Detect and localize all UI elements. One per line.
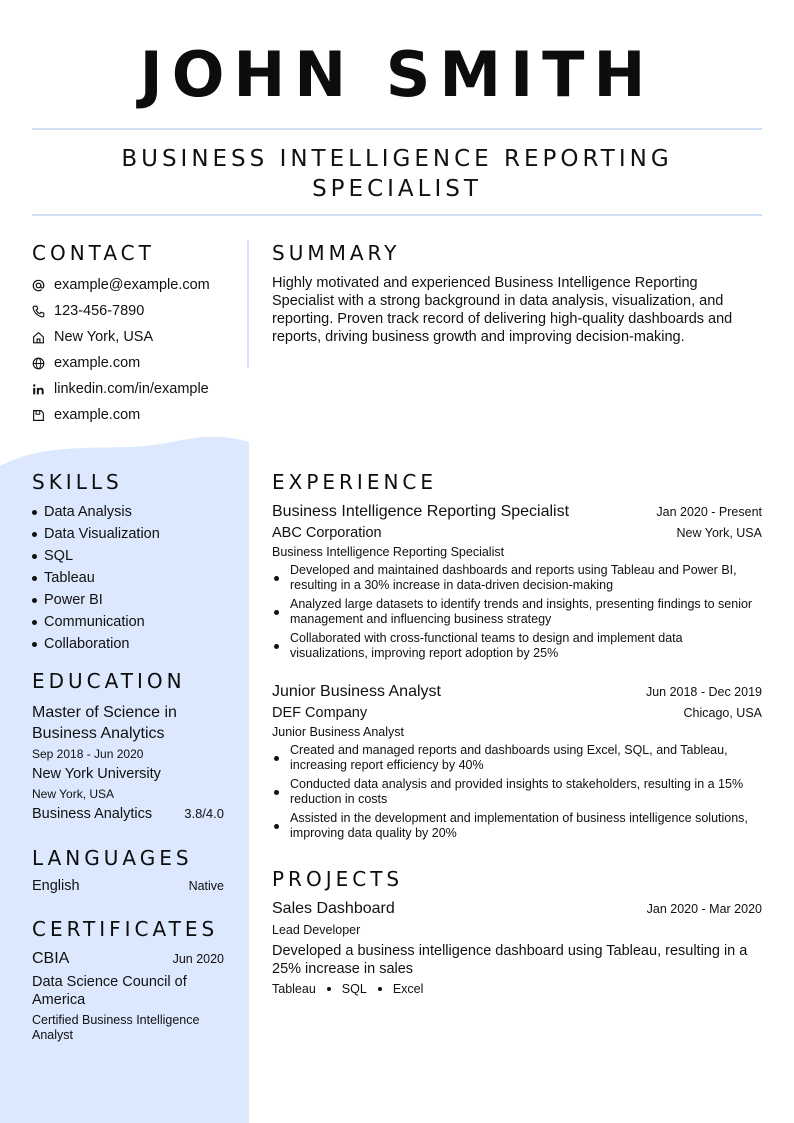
education-gpa: 3.8/4.0 <box>184 806 224 821</box>
job-location: Chicago, USA <box>683 706 762 720</box>
list-item: Collaborated with cross-functional teams to design and implement data visualizations, improving report adoption by 25% <box>272 631 762 661</box>
contact-phone-text: 123-456-7890 <box>54 303 145 319</box>
contact-list <box>32 272 242 428</box>
contact-email[interactable] <box>32 272 242 298</box>
job-subtitle: Junior Business Analyst <box>272 725 405 739</box>
education-location: New York, USA <box>32 787 115 801</box>
language-item <box>32 878 224 894</box>
list-item: Analyzed large datasets to identify trends and insights, presenting findings to senior management and influencing business strategy <box>272 597 762 627</box>
home-icon <box>32 330 54 344</box>
skills-heading: SKILLS <box>32 470 123 494</box>
header-divider-top <box>32 128 762 130</box>
contact-portfolio[interactable] <box>32 402 242 428</box>
education-school: New York University <box>32 766 161 782</box>
job-bullets <box>272 563 762 661</box>
education-field: Business Analytics <box>32 806 153 822</box>
project-role: Lead Developer <box>272 923 361 937</box>
list-item: Data Analysis <box>32 501 242 523</box>
project-tag: SQL <box>341 982 367 996</box>
header-divider-bottom <box>32 214 762 216</box>
list-item: Developed and maintained dashboards and reports using Tableau and Power BI, resulting in a 30% increase in data-driven decision-making <box>272 563 762 593</box>
job-company: DEF Company <box>272 705 368 721</box>
summary-heading: SUMMARY <box>272 241 401 265</box>
experience-heading: EXPERIENCE <box>272 470 438 494</box>
tag-separator <box>327 987 331 991</box>
education-degree: Master of Science in Business Analytics <box>32 704 177 742</box>
contact-portfolio-text: example.com <box>54 407 141 423</box>
contact-location-text: New York, USA <box>54 329 154 345</box>
language-level: Native <box>188 879 224 893</box>
list-item: Data Visualization <box>32 523 242 545</box>
contact-linkedin-text: linkedin.com/in/example <box>54 381 209 397</box>
list-item: Assisted in the development and implementation of business intelligence solutions, improving data quality by 20% <box>272 811 762 841</box>
project-description: Developed a business intelligence dashboard using Tableau, resulting in a 25% increase in sales <box>272 943 748 977</box>
list-item: Conducted data analysis and provided insights to stakeholders, resulting in a 15% reduction in costs <box>272 777 762 807</box>
contact-linkedin[interactable] <box>32 376 242 402</box>
project-name: Sales Dashboard <box>272 900 395 917</box>
job-company: ABC Corporation <box>272 525 382 541</box>
contact-phone[interactable] <box>32 298 242 324</box>
experience-entry <box>272 503 762 665</box>
certificates-heading: CERTIFICATES <box>32 917 219 941</box>
skills-list <box>32 501 242 655</box>
project-tag: Excel <box>392 982 424 996</box>
at-icon <box>32 278 54 292</box>
phone-icon <box>32 304 54 318</box>
job-dates: Jan 2020 - Present <box>656 505 762 519</box>
contact-website[interactable] <box>32 350 242 376</box>
contact-location <box>32 324 242 350</box>
certificate-date: Jun 2020 <box>172 952 224 966</box>
list-item: SQL <box>32 545 242 567</box>
column-divider <box>247 240 249 368</box>
job-title: Junior Business Analyst <box>272 683 441 700</box>
job-dates: Jun 2018 - Dec 2019 <box>645 685 762 699</box>
experience-entry <box>272 683 762 845</box>
job-location: New York, USA <box>676 526 762 540</box>
certificate-name: CBIA <box>32 950 70 967</box>
list-item: Collaboration <box>32 633 242 655</box>
certificate-issuer: Data Science Council of America <box>32 974 187 1008</box>
candidate-name: JOHN SMITH <box>139 38 655 111</box>
summary-text: Highly motivated and experienced Business Intelligence Reporting Specialist with a strong background in data analysis, visualization, and reporting. Proven track record of delivering high-quality dashboards and reports, driving business growth and improving decision-making. <box>272 275 733 345</box>
job-bullets <box>272 743 762 841</box>
project-tag: Tableau <box>272 982 316 996</box>
project-entry <box>272 900 762 996</box>
list-item: Power BI <box>32 589 242 611</box>
tag-separator <box>378 987 382 991</box>
job-title: Business Intelligence Reporting Specialist <box>272 503 570 520</box>
linkedin-icon <box>32 382 54 396</box>
project-tags <box>272 982 762 996</box>
contact-email-text: example@example.com <box>54 277 210 293</box>
projects-heading: PROJECTS <box>272 867 404 891</box>
languages-heading: LANGUAGES <box>32 846 193 870</box>
contact-website-text: example.com <box>54 355 141 371</box>
job-title: BUSINESS INTELLIGENCE REPORTING SPECIALIST <box>121 146 673 202</box>
education-entry <box>32 702 224 822</box>
project-dates: Jan 2020 - Mar 2020 <box>646 902 762 916</box>
certificate-entry <box>32 950 224 1043</box>
education-dates: Sep 2018 - Jun 2020 <box>32 747 144 761</box>
contact-heading: CONTACT <box>32 241 155 265</box>
list-item: Created and managed reports and dashboards using Excel, SQL, and Tableau, increasing report efficiency by 40% <box>272 743 762 773</box>
certificate-description: Certified Business Intelligence Analyst <box>32 1013 200 1042</box>
job-subtitle: Business Intelligence Reporting Specialist <box>272 545 505 559</box>
portfolio-icon <box>32 408 54 422</box>
language-name: English <box>32 878 80 894</box>
globe-icon <box>32 356 54 370</box>
list-item: Communication <box>32 611 242 633</box>
education-heading: EDUCATION <box>32 669 186 693</box>
list-item: Tableau <box>32 567 242 589</box>
